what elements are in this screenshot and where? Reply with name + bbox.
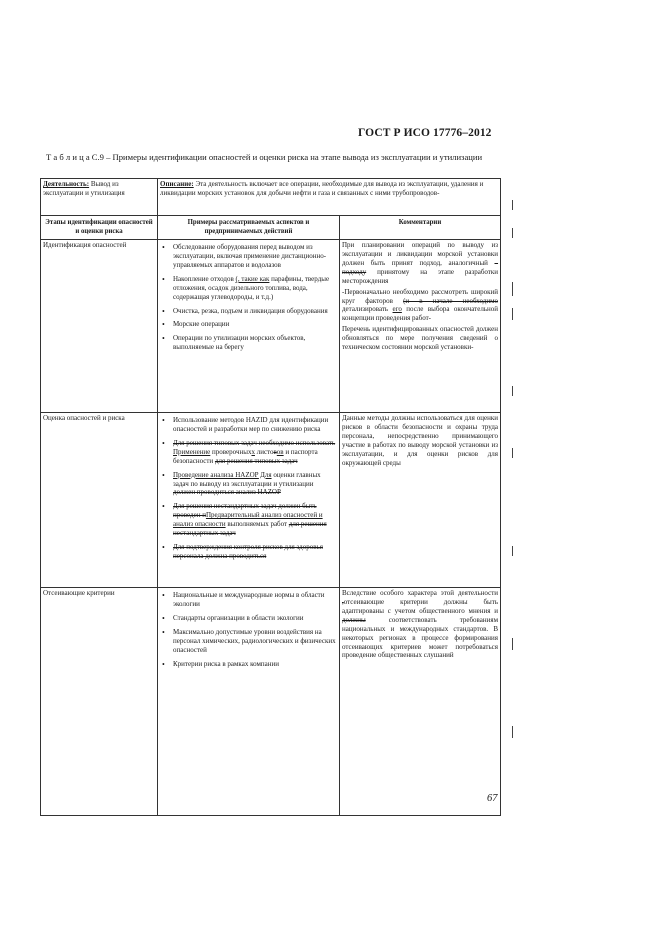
comment-paragraph: Перечень идентифицированных опасностей должен обновляться по мере получения сведений о техническом состоянии морской установки-	[342, 325, 499, 351]
revision-bar	[512, 228, 513, 238]
list-item: • Для решения нестандартных задач должен быть проведен пПредварительный анализ опасностей и анализ опасности выполняемых работ для решения нестандартных задач	[173, 502, 337, 538]
stage-criteria: Отсеивающие критерии	[41, 588, 158, 816]
hazard-table	[40, 178, 501, 816]
comments-criteria	[340, 588, 501, 816]
comments-assessment	[340, 413, 501, 588]
header-comments: Комментарии	[340, 216, 501, 240]
examples-assessment	[158, 413, 340, 588]
header-stages: Этапы идентификации опасностей и оценки риска	[41, 216, 158, 240]
stage-identification: Идентификация опасностей	[41, 240, 158, 413]
comments-identification	[340, 240, 501, 413]
table-row	[41, 588, 501, 816]
list-item: • Накопление отходов (, такие как парафины, твердые отложения, осадок дизельного топлива, вода, содержащая углеводороды, и т.д.)	[173, 275, 337, 302]
revision-bar	[512, 726, 513, 738]
comment-paragraph: Данные методы должны использоваться для оценки рисков в области безопасности и охраны труда персонала, непосредственно принимающего участие в работах по выводу морской установки из эксплуатации, и для оценки рисков для окружающей среды	[342, 414, 499, 467]
comment-paragraph: Вследствие особого характера этой деятельности ,отсеивающие критерии должны быть адаптированы с учетом общественного мнения и должны соответствовать требованиям национальных и международных стандартов. В некоторых регионах в процессе формирования отсеивающих критериев может потребоваться проведение общественных слушаний	[342, 589, 499, 660]
description-cell	[158, 179, 501, 216]
list-item: • Обследование оборудования перед выводом из эксплуатации, включая применение дистанционно-управляемых аппаратов и водолазов	[173, 243, 337, 270]
list-item: • Операции по утилизации морских объектов, выполняемые на берегу	[173, 334, 337, 352]
stage-assessment: Оценка опасностей и риска	[41, 413, 158, 588]
description-text: Эта деятельность включает все операции, необходимые для вывода из эксплуатации, удаления и ликвидации морских установок для добычи нефти и газа и связанных с ними трубопроводов-	[160, 180, 484, 197]
list-item: • Для подтверждения контроля рисков для здоровья персонала должна проводиться	[173, 543, 337, 561]
examples-identification	[158, 240, 340, 413]
header-examples: Примеры рассматриваемых аспектов и предпринимаемых действий	[158, 216, 340, 240]
revision-bar	[512, 282, 513, 296]
page-number: 67	[487, 793, 498, 804]
table-caption: Т а б л и ц а С.9 – Примеры идентификации опасностей и оценки риска на этапе вывода из эксплуатации и утилизации	[46, 152, 483, 162]
table-row	[41, 240, 501, 413]
list-item: • Стандарты организации в области экологии	[173, 614, 337, 623]
activity-row	[41, 179, 501, 216]
activity-cell	[41, 179, 158, 216]
revision-bar	[512, 546, 513, 556]
revision-bar	[512, 308, 513, 320]
list-item: • Для решения типовых задач необходимо использовать Применение проверочныхх листовов и паспорта безопасности для решения типовых задач	[173, 439, 337, 466]
revision-bar	[512, 386, 513, 396]
activity-label: Деятельность:	[43, 180, 90, 188]
revision-bar	[512, 638, 513, 650]
table-row	[41, 413, 501, 588]
revision-bar	[512, 448, 513, 458]
examples-criteria	[158, 588, 340, 816]
list-item: • Проведение анализа HAZOP Для оценки главных задач по выводу из эксплуатации и утилизации должен проводиться анализ HAZOP	[173, 471, 337, 498]
description-label: Описание:	[160, 180, 194, 188]
list-item: • Очистка, резка, подъем и ликвидация оборудования	[173, 307, 337, 316]
list-item: • Максимально допустимые уровни воздействия на персонал химических, радиологических и физических опасностей	[173, 628, 337, 655]
standard-header: ГОСТ Р ИСО 17776–2012	[358, 127, 492, 139]
list-item: • Национальные и международные нормы в области экологии	[173, 591, 337, 609]
list-item: • Использование методов HAZID для идентификации опасностей и разработки мер по снижению риска	[173, 416, 337, 434]
list-item: • Морские операции	[173, 320, 337, 329]
activity-text: Вывод из эксплуатации и утилизация	[43, 180, 125, 197]
list-item: • Критерии риска в рамках компании	[173, 660, 337, 669]
revision-bar	[512, 200, 513, 210]
comment-paragraph: -Первоначально необходимо рассмотреть широкий круг факторов (и в начале необходимо детализировать его после выбора окончательной концепции проведения работ-	[342, 287, 499, 323]
comment-paragraph: При планировании операций по выводу из эксплуатации и ликвидации морской установки должен быть принят подход, аналогичный – подходу принятому на этапе разработки месторождения	[342, 241, 499, 285]
header-row	[41, 216, 501, 240]
